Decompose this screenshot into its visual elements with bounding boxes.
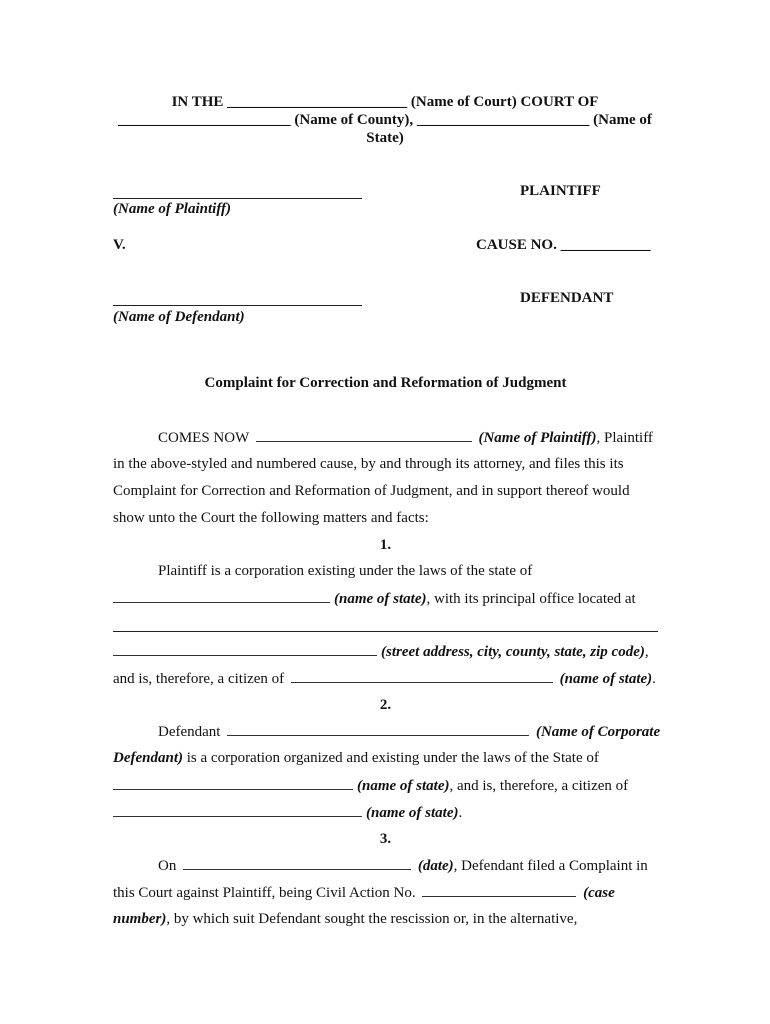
document-title: Complaint for Correction and Reformation of Judgment	[204, 375, 567, 391]
para-3-number: 3.	[379, 831, 392, 847]
para-2-period: .	[458, 805, 463, 821]
date-ref: (date)	[417, 858, 454, 874]
para-1-line-1	[113, 563, 658, 580]
para-1-period: .	[652, 671, 656, 687]
case-ref-a: (case	[583, 885, 615, 901]
defendant-name-line[interactable]	[113, 305, 362, 306]
plaintiff-state-blank[interactable]	[113, 590, 330, 603]
defendant-citizen-text: , and is, therefore, a citizen of	[449, 778, 629, 794]
para-2-line-3	[113, 777, 658, 795]
para-1-line-2	[113, 590, 658, 608]
address-line-1[interactable]	[113, 631, 658, 632]
plaintiff-suffix: , Plaintiff	[596, 430, 653, 446]
para-2-line-4	[113, 804, 658, 822]
plaintiff-name-blank[interactable]	[256, 429, 472, 442]
case-ref-b: number)	[113, 911, 167, 927]
caption-line-2: _______________________ (Name of County), _______________________ (Name of	[118, 112, 652, 128]
court-caption	[113, 93, 657, 147]
address-line-2[interactable]	[113, 643, 377, 656]
versus-label: V.	[113, 237, 126, 253]
para-2-number: 2.	[379, 697, 392, 713]
defendant-label: DEFENDANT	[520, 290, 614, 306]
defendant-citizen-state-ref: (name of state)	[366, 805, 459, 821]
intro-line-3: Complaint for Correction and Reformation of Judgment, and in support thereof would	[113, 483, 630, 499]
plaintiff-ref: (Name of Plaintiff)	[478, 430, 597, 446]
filed-text: , Defendant filed a Complaint in	[453, 858, 648, 874]
para-1-line-1-text: Plaintiff is a corporation existing under the laws of the state of	[158, 563, 533, 579]
para-3-line-2	[113, 884, 658, 902]
citizen-text: and is, therefore, a citizen of	[113, 671, 285, 687]
principal-office-text: , with its principal office located at	[426, 591, 636, 607]
para-2-line-2	[113, 750, 658, 767]
comes-now-text: COMES NOW	[158, 430, 249, 446]
defendant-word: Defendant	[158, 724, 221, 740]
plaintiff-name-line[interactable]	[113, 198, 362, 199]
civil-action-text: this Court against Plaintiff, being Civil Action No.	[113, 885, 416, 901]
defendant-state-blank[interactable]	[113, 777, 353, 790]
on-word: On	[158, 858, 177, 874]
case-number-blank[interactable]	[422, 884, 576, 897]
plaintiff-label: PLAINTIFF	[520, 183, 601, 199]
caption-line-1: IN THE ________________________ (Name of Court) COURT OF	[171, 94, 599, 110]
intro-line-1	[113, 429, 658, 447]
citizen-state-blank[interactable]	[291, 670, 553, 683]
defendant-name-caption: (Name of Defendant)	[113, 309, 245, 325]
plaintiff-state-ref: (name of state)	[334, 591, 427, 607]
corporate-defendant-blank[interactable]	[227, 723, 529, 736]
intro-line-2: in the above-styled and numbered cause, by and through its attorney, and files this its	[113, 456, 624, 472]
para-2-line-1	[113, 723, 661, 741]
para-1-number: 1.	[379, 537, 392, 553]
para-3-line-1	[113, 857, 658, 875]
corporate-defendant-ref-b: Defendant)	[113, 750, 183, 766]
defendant-state-ref: (name of state)	[357, 778, 450, 794]
rescission-text: , by which suit Defendant sought the rescission or, in the alternative,	[166, 911, 578, 927]
cause-number-field[interactable]: CAUSE NO. ____________	[476, 237, 651, 253]
organized-text: is a corporation organized and existing under the laws of the State of	[183, 750, 599, 766]
para-3-line-3	[113, 911, 658, 928]
intro-line-4: show unto the Court the following matters and facts:	[113, 510, 429, 526]
citizen-state-ref: (name of state)	[559, 671, 653, 687]
plaintiff-name-caption: (Name of Plaintiff)	[113, 201, 232, 217]
caption-line-3: State)	[366, 130, 404, 146]
filing-date-blank[interactable]	[183, 857, 411, 870]
corporate-defendant-ref-a: (Name of Corporate	[535, 724, 661, 740]
para-1-line-5	[113, 670, 658, 688]
defendant-citizen-state-blank[interactable]	[113, 804, 362, 817]
address-ref: (street address, city, county, state, zip code)	[381, 644, 645, 660]
para-1-line-4	[113, 643, 658, 661]
address-comma: ,	[644, 644, 649, 660]
